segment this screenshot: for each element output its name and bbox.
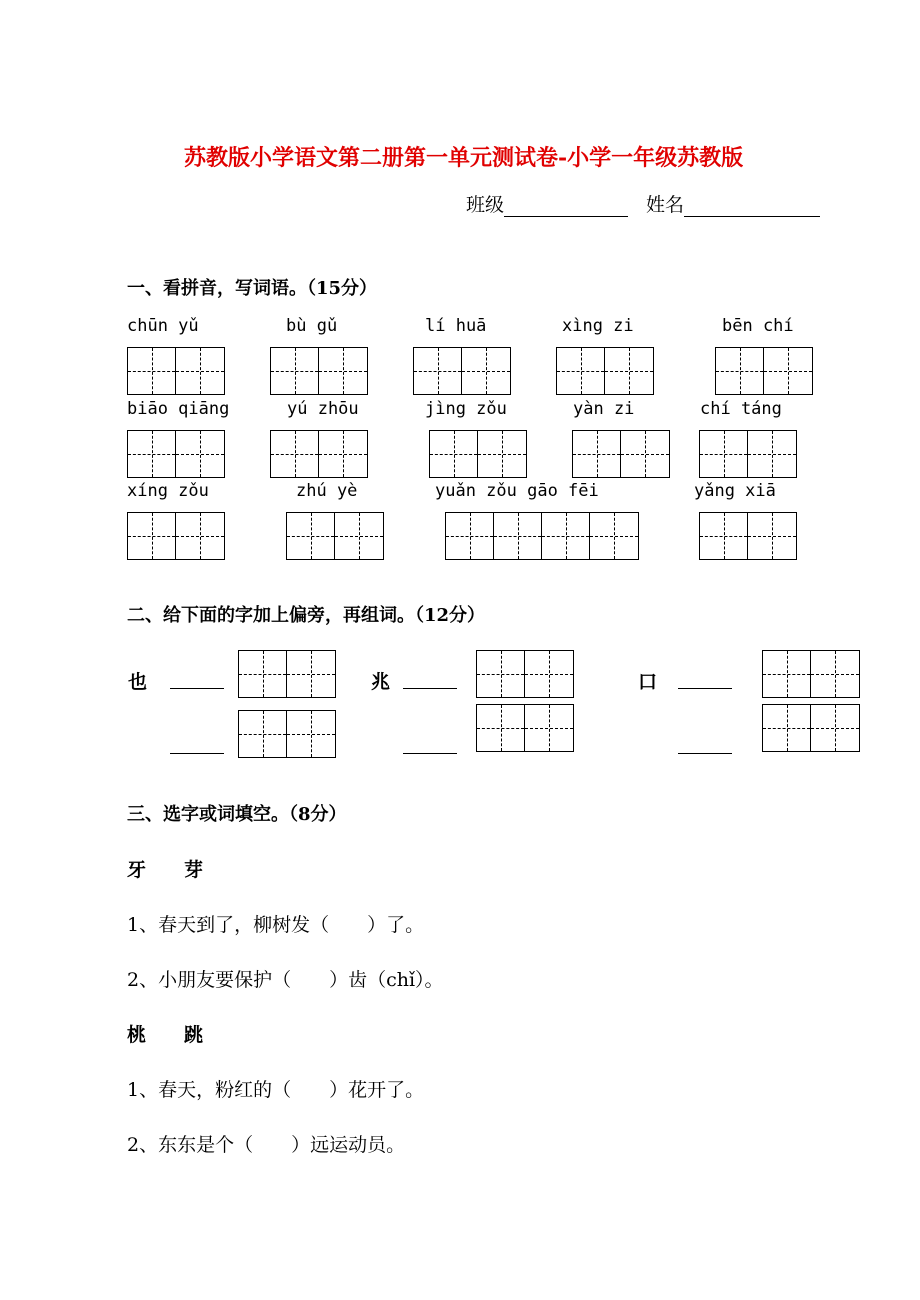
word-pair: 牙 芽: [127, 859, 204, 881]
question: 2、小朋友要保护（ ）齿（chǐ）。: [127, 969, 444, 991]
grid-cell[interactable]: [811, 651, 859, 697]
word-pair: 桃 跳: [127, 1024, 204, 1046]
section2-heading: 二、给下面的字加上偏旁，再组词。（12分）: [127, 605, 486, 626]
grid-cell[interactable]: [542, 513, 590, 559]
section1-heading: 一、看拼音，写词语。（15分）: [127, 278, 378, 299]
writing-grid[interactable]: [270, 430, 368, 478]
grid-cell[interactable]: [748, 431, 796, 477]
writing-grid[interactable]: [476, 704, 574, 752]
grid-cell[interactable]: [176, 513, 224, 559]
grid-cell[interactable]: [764, 348, 812, 394]
grid-cell[interactable]: [176, 348, 224, 394]
writing-grid[interactable]: [445, 512, 639, 560]
class-field[interactable]: [466, 190, 628, 217]
pinyin-label: lí huā: [425, 316, 487, 336]
pinyin-label: biāo qiāng: [127, 399, 230, 419]
writing-grid[interactable]: [270, 347, 368, 395]
grid-cell[interactable]: [319, 431, 367, 477]
base-character: 也: [128, 671, 148, 693]
grid-cell[interactable]: [176, 431, 224, 477]
pinyin-label: chí táng: [700, 399, 782, 419]
grid-cell[interactable]: [525, 705, 573, 751]
answer-blank[interactable]: [403, 753, 457, 754]
pinyin-label: xìng zi: [562, 316, 634, 336]
writing-grid[interactable]: [413, 347, 511, 395]
grid-cell[interactable]: [287, 513, 335, 559]
writing-grid[interactable]: [238, 650, 336, 698]
writing-grid[interactable]: [476, 650, 574, 698]
grid-cell[interactable]: [414, 348, 462, 394]
writing-grid[interactable]: [127, 347, 225, 395]
pinyin-label: bù gǔ: [286, 316, 338, 336]
answer-blank[interactable]: [403, 688, 457, 689]
pinyin-label: bēn chí: [722, 316, 794, 336]
grid-cell[interactable]: [811, 705, 859, 751]
grid-cell[interactable]: [494, 513, 542, 559]
writing-grid[interactable]: [572, 430, 670, 478]
writing-grid[interactable]: [127, 512, 225, 560]
grid-cell[interactable]: [763, 705, 811, 751]
writing-grid[interactable]: [286, 512, 384, 560]
grid-cell[interactable]: [319, 348, 367, 394]
grid-cell[interactable]: [287, 711, 335, 757]
pinyin-label: jìng zǒu: [425, 399, 507, 419]
grid-cell[interactable]: [700, 513, 748, 559]
grid-cell[interactable]: [239, 711, 287, 757]
writing-grid[interactable]: [238, 710, 336, 758]
section3-heading: 三、选字或词填空。（8分）: [127, 804, 347, 825]
pinyin-label: yàn zi: [573, 399, 635, 419]
grid-cell[interactable]: [335, 513, 383, 559]
grid-cell[interactable]: [128, 513, 176, 559]
grid-cell[interactable]: [271, 348, 319, 394]
grid-cell[interactable]: [477, 705, 525, 751]
grid-cell[interactable]: [748, 513, 796, 559]
grid-cell[interactable]: [462, 348, 510, 394]
writing-grid[interactable]: [127, 430, 225, 478]
grid-cell[interactable]: [621, 431, 669, 477]
grid-cell[interactable]: [271, 431, 319, 477]
grid-cell[interactable]: [525, 651, 573, 697]
document-title: 苏教版小学语文第二册第一单元测试卷-小学一年级苏教版: [184, 145, 744, 171]
grid-cell[interactable]: [573, 431, 621, 477]
grid-cell[interactable]: [700, 431, 748, 477]
answer-blank[interactable]: [170, 753, 224, 754]
grid-cell[interactable]: [477, 651, 525, 697]
pinyin-label: xíng zǒu: [127, 481, 209, 501]
answer-blank[interactable]: [678, 753, 732, 754]
writing-grid[interactable]: [699, 512, 797, 560]
grid-cell[interactable]: [128, 431, 176, 477]
grid-cell[interactable]: [128, 348, 176, 394]
answer-blank[interactable]: [678, 688, 732, 689]
grid-cell[interactable]: [478, 431, 526, 477]
grid-cell[interactable]: [716, 348, 764, 394]
grid-cell[interactable]: [763, 651, 811, 697]
grid-cell[interactable]: [430, 431, 478, 477]
answer-blank[interactable]: [170, 688, 224, 689]
grid-cell[interactable]: [239, 651, 287, 697]
question: 2、东东是个（ ）远运动员。: [127, 1134, 406, 1156]
question: 1、春天到了，柳树发（ ）了。: [127, 914, 425, 936]
writing-grid[interactable]: [762, 650, 860, 698]
pinyin-label: zhú yè: [296, 481, 358, 501]
pinyin-label: chūn yǔ: [127, 316, 199, 336]
base-character: 兆: [371, 671, 391, 693]
writing-grid[interactable]: [429, 430, 527, 478]
name-field[interactable]: [646, 190, 820, 217]
grid-cell[interactable]: [557, 348, 605, 394]
class-label: 班级: [466, 194, 505, 216]
pinyin-label: yuǎn zǒu gāo fēi: [435, 481, 599, 501]
writing-grid[interactable]: [556, 347, 654, 395]
grid-cell[interactable]: [446, 513, 494, 559]
grid-cell[interactable]: [590, 513, 638, 559]
writing-grid[interactable]: [699, 430, 797, 478]
grid-cell[interactable]: [287, 651, 335, 697]
base-character: 口: [638, 671, 658, 693]
name-label: 姓名: [646, 194, 685, 216]
grid-cell[interactable]: [605, 348, 653, 394]
pinyin-label: yú zhōu: [287, 399, 359, 419]
pinyin-label: yǎng xiā: [694, 481, 776, 501]
question: 1、春天，粉红的（ ）花开了。: [127, 1079, 425, 1101]
writing-grid[interactable]: [762, 704, 860, 752]
writing-grid[interactable]: [715, 347, 813, 395]
